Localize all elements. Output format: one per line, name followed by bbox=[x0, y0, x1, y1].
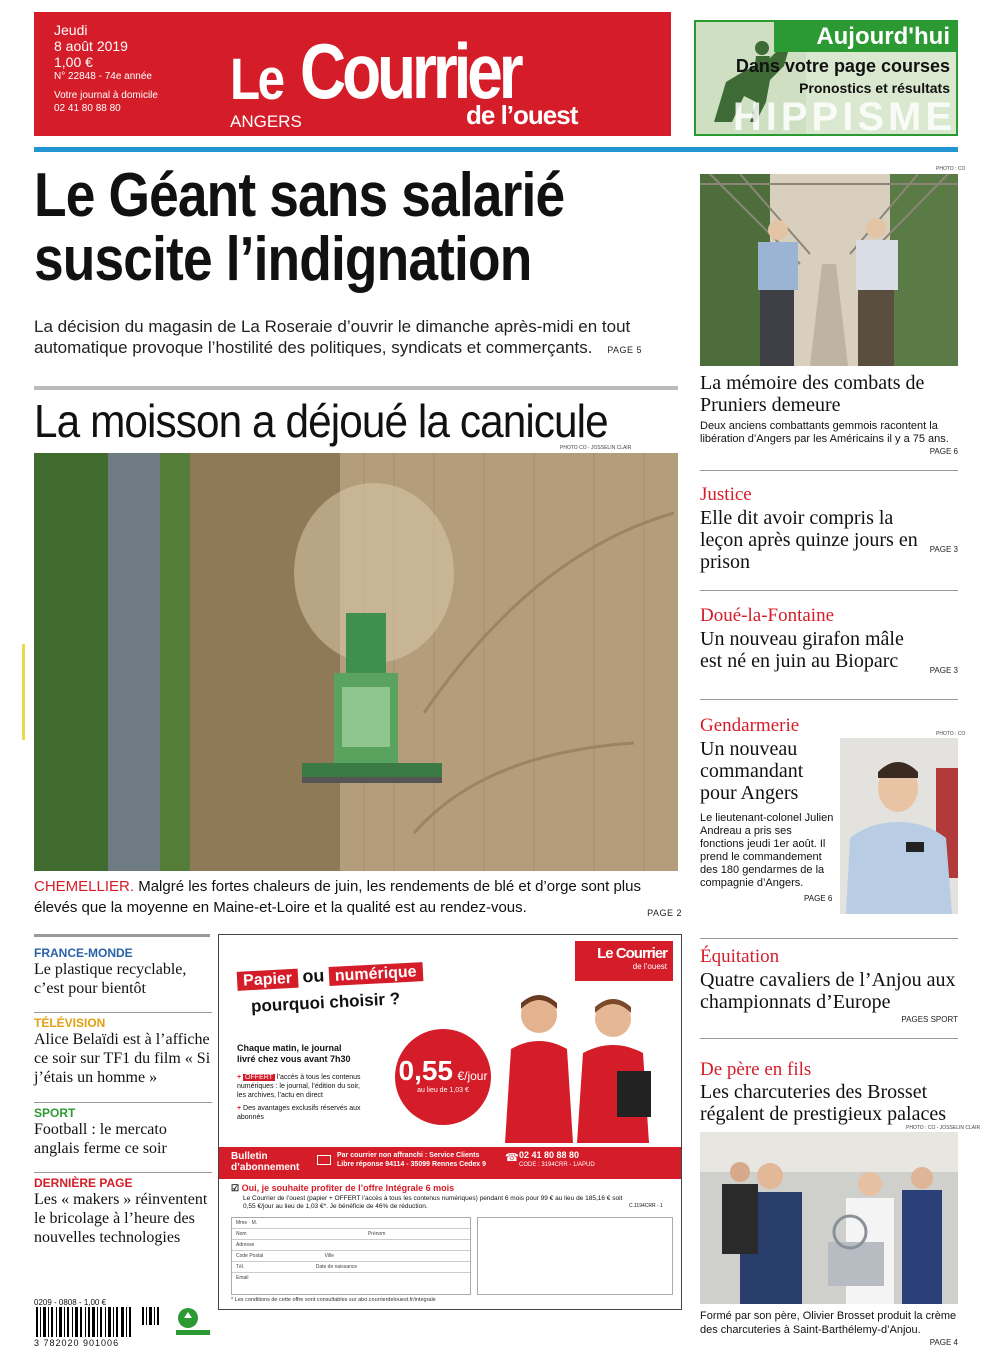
brief-title: Alice Belaïdi est à l’affiche ce soir sur TF1 du film « Si j’étais un homme » bbox=[34, 1031, 211, 1086]
harvest-caption-text: Malgré les fortes chaleurs de juin, les rendements de blé et d’orge sont plus élevés que la moyenne en Maine-et-Loire et la qualité est au rendez-vous. bbox=[34, 878, 641, 916]
divider bbox=[700, 1038, 958, 1039]
photo-credit-6: PHOTO : CO - JOSSELIN CLAIR bbox=[906, 1125, 981, 1131]
envelope-icon bbox=[317, 1155, 331, 1165]
ad-form-row[interactable] bbox=[232, 1229, 470, 1240]
briefs-top-rule bbox=[34, 934, 210, 937]
harvest-page: PAGE 2 bbox=[647, 908, 682, 918]
brief-title: Football : le mercato anglais ferme ce soir bbox=[34, 1121, 167, 1157]
ad-price-badge bbox=[395, 1029, 491, 1125]
section-divider bbox=[34, 386, 678, 390]
checkbox-icon[interactable]: ☑ bbox=[231, 1183, 240, 1193]
subscription-label: Votre journal à domicile bbox=[54, 90, 158, 101]
story2-kicker: Justice bbox=[700, 484, 752, 505]
ad-form-row[interactable] bbox=[232, 1240, 470, 1251]
field-label-nom: Nom bbox=[236, 1231, 247, 1237]
ad-bullet-2: + Des avantages exclusifs réservés aux abonnés bbox=[237, 1105, 361, 1121]
story4-page: PAGE 6 bbox=[804, 894, 833, 903]
story3-title[interactable]: Un nouveau girafon mâle est né en juin au Bioparc bbox=[700, 628, 904, 672]
masthead-date: 8 août 2019 bbox=[54, 38, 128, 54]
ad-phone[interactable]: 02 41 80 88 80 bbox=[519, 1150, 580, 1160]
field-label-m: M. bbox=[251, 1220, 258, 1226]
story5-kicker: Équitation bbox=[700, 946, 780, 967]
logo-ouest: de l’ouest bbox=[466, 100, 578, 130]
field-label-naissance: Date de naissance bbox=[315, 1264, 358, 1270]
story6-kicker: De père en fils bbox=[700, 1059, 812, 1080]
brosset-photo bbox=[700, 1132, 958, 1304]
masthead-issue: N° 22848 - 74e année bbox=[54, 71, 152, 82]
ad-word-numerique: numérique bbox=[328, 962, 423, 986]
ad-price-unit: €/jour bbox=[457, 1069, 488, 1083]
divider bbox=[700, 590, 958, 591]
field-label-prenom: Prénom bbox=[367, 1231, 386, 1237]
story6-title[interactable]: Les charcuteries des Brosset régalent de prestigieux palaces bbox=[700, 1081, 946, 1125]
barcode-text: 0209 - 0808 - 1,00 € bbox=[34, 1298, 107, 1307]
ad-word-papier: Papier bbox=[237, 969, 299, 991]
recycling-logo-icon bbox=[176, 1306, 210, 1336]
story4-kicker: Gendarmerie bbox=[700, 715, 800, 736]
ad-bulletin-bar bbox=[219, 1147, 682, 1179]
brief-item[interactable] bbox=[34, 946, 212, 1012]
ad-bullet-1: + OFFERT l’accès à tous les contenus numériques : le journal, l’édition du soir, les archives, l’actu en direct bbox=[237, 1074, 361, 1099]
divider bbox=[700, 699, 958, 700]
ad-pitch: Chaque matin, le journal livré chez vous avant 7h30 bbox=[237, 1043, 351, 1064]
ad-offered-tag: OFFERT bbox=[245, 1074, 273, 1081]
ad-bullet2-text: Des avantages exclusifs réservés aux abonnés bbox=[237, 1105, 361, 1121]
lead-page: PAGE 5 bbox=[607, 345, 643, 355]
lead-headline[interactable] bbox=[34, 161, 584, 294]
story6-page: PAGE 4 bbox=[929, 1338, 958, 1347]
gendarme-portrait-image bbox=[840, 738, 958, 914]
veterans-photo bbox=[700, 174, 958, 366]
field-label-mme: Mme bbox=[236, 1220, 248, 1226]
story2-page: PAGE 3 bbox=[929, 545, 958, 554]
masthead-day: Jeudi bbox=[54, 22, 88, 38]
brief-kicker: TÉLÉVISION bbox=[34, 1016, 106, 1030]
bridge-veterans-image bbox=[700, 174, 958, 366]
ad-word-ou: ou bbox=[301, 965, 325, 987]
harvest-caption bbox=[34, 876, 682, 924]
field-label-ville: Ville bbox=[324, 1253, 334, 1259]
combine-harvester-image bbox=[34, 453, 678, 871]
ad-post-address: Par courrier non affranchi : Service Clients Libre réponse 94114 - 35099 Rennes Cedex 9 bbox=[337, 1152, 487, 1168]
top-divider bbox=[34, 147, 958, 152]
ad-bullets bbox=[237, 1073, 361, 1122]
ad-form-row[interactable] bbox=[232, 1273, 470, 1283]
brief-kicker: FRANCE-MONDE bbox=[34, 946, 133, 960]
ad-payment-box[interactable] bbox=[477, 1217, 673, 1295]
ad-question: pourquoi choisir ? bbox=[250, 989, 401, 1016]
harvest-location: CHEMELLIER. bbox=[34, 878, 135, 895]
masthead bbox=[34, 12, 671, 136]
logo-courrier: Courrier bbox=[300, 27, 520, 115]
ad-bulletin: Bulletin d’abonnement bbox=[231, 1151, 300, 1173]
lead-lede bbox=[34, 316, 674, 361]
racing-promo[interactable] bbox=[694, 20, 958, 136]
ad-offer-detail: Le Courrier de l’ouest (papier + OFFERT l’accès à tous les contenus numériques) pendant 6 mois pour 99 € au lieu de 185,16 € soit 0,55 €/jour au lieu de 1,03 €*. Je bénéficie de 46% de réduction. bbox=[243, 1195, 623, 1210]
field-label-tel: Tél. bbox=[236, 1264, 245, 1270]
logo-le: Le bbox=[230, 47, 283, 112]
ad-legal: * Les conditions de cette offre sont consultables sur abo.courrierdelouest.fr/integrale bbox=[231, 1297, 436, 1303]
edition-name: ANGERS bbox=[230, 112, 302, 131]
masthead-info bbox=[54, 22, 158, 115]
subscription-ad[interactable] bbox=[218, 934, 682, 1310]
story2-title[interactable]: Elle dit avoir compris la leçon après quinze jours en prison bbox=[700, 507, 918, 573]
promo-section: HIPPISME bbox=[732, 95, 956, 136]
ad-form-row[interactable] bbox=[232, 1251, 470, 1262]
story1-page: PAGE 6 bbox=[929, 447, 958, 456]
story1-text: Deux anciens combattants gemmois racontent la libération d’Angers par les Américains il y a 75 ans. bbox=[700, 420, 949, 445]
ad-form-row[interactable]: Mme · M. bbox=[232, 1218, 470, 1229]
story6-caption: Formé par son père, Olivier Brosset produit la crème des charcuteries à Saint-Barthélemy-d’Anjou. bbox=[700, 1310, 957, 1336]
ad-form[interactable] bbox=[231, 1217, 471, 1295]
barcode-image bbox=[34, 1307, 164, 1337]
barcode-number: 3 782020 901006 bbox=[34, 1338, 120, 1348]
ad-slogan bbox=[237, 960, 423, 991]
divider bbox=[700, 938, 958, 939]
subscription-phone: 02 41 80 88 80 bbox=[54, 103, 121, 114]
ad-price-instead: au lieu de 1,03 € bbox=[417, 1087, 469, 1094]
brief-item[interactable] bbox=[34, 1106, 212, 1172]
brief-item[interactable] bbox=[34, 1016, 212, 1102]
story5-page: PAGES SPORT bbox=[901, 1015, 958, 1024]
brief-title: Le plastique recyclable, c’est pour bientôt bbox=[34, 961, 187, 997]
promo-line1: Dans votre page courses bbox=[735, 56, 950, 76]
lead-headline-line2: suscite l’indignation bbox=[34, 225, 532, 294]
divider bbox=[700, 470, 958, 471]
field-label-cp: Code Postal bbox=[236, 1253, 264, 1259]
ad-bullet1-text: l’accès à tous les contenus numériques : le journal, l’édition du soir, les archives, l’actu en direct bbox=[237, 1074, 361, 1099]
ad-form-row[interactable] bbox=[232, 1262, 470, 1273]
masthead-price: 1,00 € bbox=[54, 54, 93, 70]
harvest-photo bbox=[34, 453, 678, 871]
ad-offer-text: Oui, je souhaite profiter de l’offre Intégrale 6 mois bbox=[241, 1183, 455, 1193]
story3-page: PAGE 3 bbox=[929, 666, 958, 675]
story5-title[interactable]: Quatre cavaliers de l’Anjou aux championnats d’Europe bbox=[700, 969, 956, 1013]
ad-models-image bbox=[495, 975, 665, 1143]
ad-brand-sub: de l’ouest bbox=[632, 962, 667, 971]
promo-line2: Pronostics et résultats bbox=[799, 80, 950, 96]
charcutiers-group-image bbox=[700, 1132, 958, 1304]
brief-item[interactable] bbox=[34, 1176, 212, 1247]
ad-code: C.1194CRR - 1 bbox=[629, 1203, 663, 1209]
brief-kicker: SPORT bbox=[34, 1106, 76, 1120]
commander-photo bbox=[840, 738, 958, 914]
promo-today: Aujourd'hui bbox=[774, 22, 956, 52]
harvest-photo-credit: PHOTO CO - JOSSELIN CLAIR bbox=[560, 445, 632, 451]
story3-kicker: Doué-la-Fontaine bbox=[700, 605, 835, 626]
ad-brand: Le Courrier bbox=[597, 945, 667, 962]
brief-title: Les « makers » réinventent le bricolage à l’heure des nouvelles technologies bbox=[34, 1191, 208, 1246]
ad-price: 0,55 bbox=[398, 1055, 453, 1086]
field-label-adresse: Adresse bbox=[236, 1242, 255, 1248]
ad-phone-note: CODE : 3194CRR - 1/APUD bbox=[519, 1162, 595, 1168]
story4-title[interactable]: Un nouveau commandant pour Angers bbox=[700, 738, 804, 804]
field-label-email: Email bbox=[236, 1275, 249, 1281]
harvest-headline[interactable]: La moisson a déjoué la canicule bbox=[34, 395, 608, 447]
phone-icon: ☎ bbox=[505, 1152, 519, 1164]
story1-title[interactable]: La mémoire des combats de Pruniers demeure bbox=[700, 372, 925, 416]
story4-text: Le lieutenant-colonel Julien Andreau a pris ses fonctions jeudi 1er août. Il prend le commandement des 180 gendarmes de la compagnie d’Angers. bbox=[700, 812, 834, 889]
ad-offer[interactable] bbox=[231, 1183, 651, 1194]
margin-mark bbox=[22, 644, 25, 740]
lead-lede-text: La décision du magasin de La Roseraie d’ouvrir le dimanche après-midi en tout automatique provoque l’hostilité des politiques, syndicats et commerçants. bbox=[34, 317, 631, 357]
brief-kicker: DERNIÈRE PAGE bbox=[34, 1176, 133, 1190]
briefs-column bbox=[34, 946, 212, 1247]
lead-headline-line1: Le Géant sans salarié bbox=[34, 161, 565, 230]
photo-credit-4: PHOTO : CO bbox=[936, 731, 966, 737]
photo-credit-1: PHOTO : CO bbox=[936, 166, 966, 172]
